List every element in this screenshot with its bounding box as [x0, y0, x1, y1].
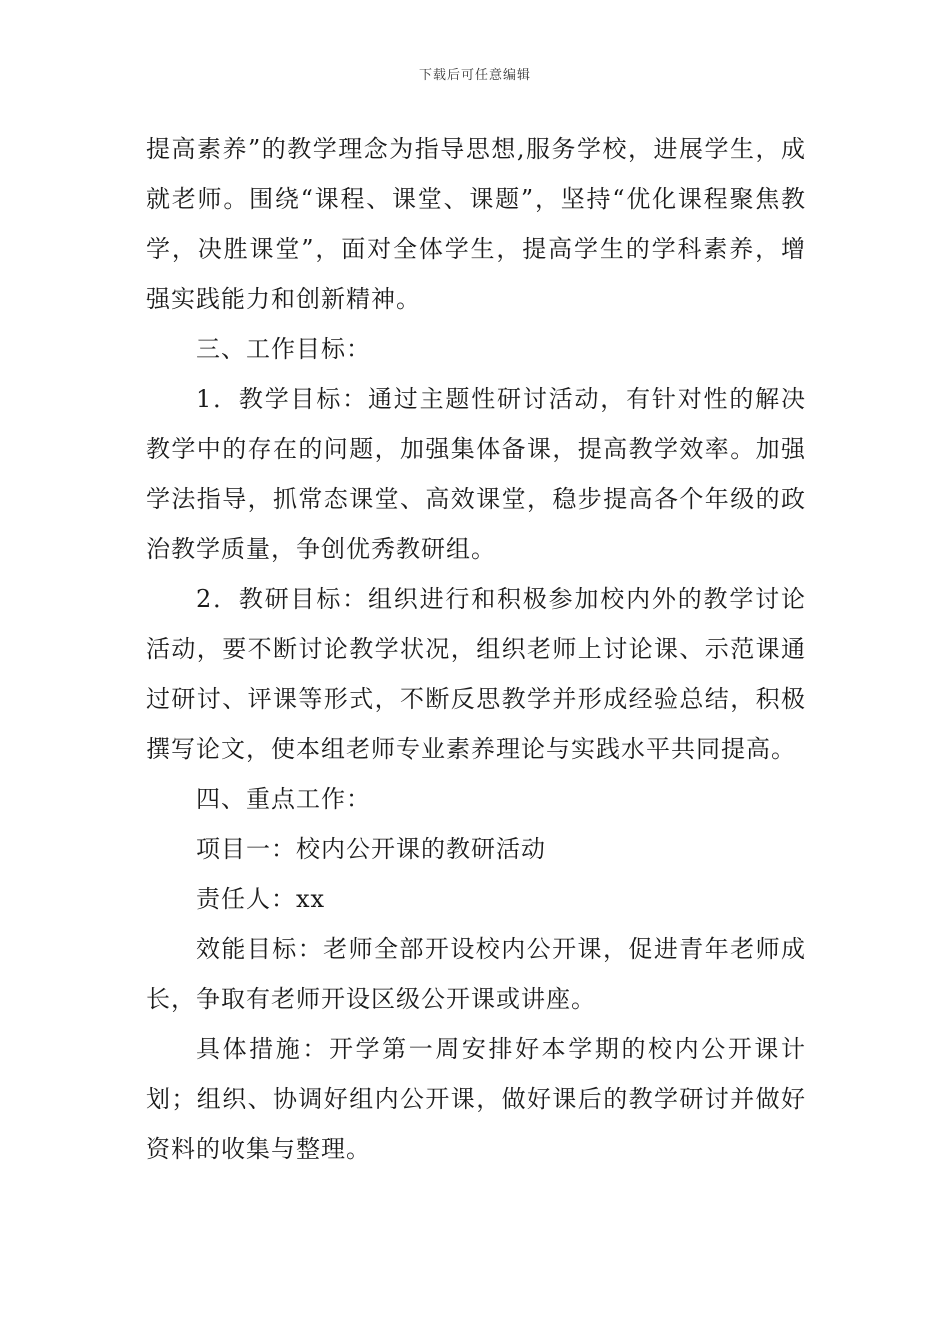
project-one-title: 项目一：校内公开课的教研活动 — [196, 835, 546, 863]
paragraph-efficiency-goal: 效能目标：老师全部开设校内公开课，促进青年老师成长，争取有老师开设区级公开课或讲座。 — [146, 935, 806, 1013]
section-heading-key-work: 四、重点工作： — [196, 785, 371, 813]
paragraph-guiding-ideology-continued: 提高素养”的教学理念为指导思想,服务学校，进展学生，成就老师。围绕“课程、课堂、课题”，坚持“优化课程聚焦教学，决胜课堂”，面对全体学生，提高学生的学科素养，增强实践能力和创新精神。 — [146, 135, 806, 313]
paragraph-research-goal: 2．教研目标：组织进行和积极参加校内外的教学讨论活动，要不断讨论教学状况，组织老师上讨论课、示范课通过研讨、评课等形式，不断反思教学并形成经验总结，积极撰写论文，使本组老师专业素养理论与实践水平共同提高。 — [146, 585, 806, 763]
section-heading-work-goals: 三、工作目标： — [196, 335, 371, 363]
paragraph-teaching-goal: 1．教学目标：通过主题性研讨活动，有针对性的解决教学中的存在的问题，加强集体备课，提高教学效率。加强学法指导，抓常态课堂、高效课堂，稳步提高各个年级的政治教学质量，争创优秀教研组。 — [146, 385, 806, 563]
document-body — [146, 124, 806, 1174]
responsible-person: 责任人：xx — [196, 885, 326, 913]
paragraph-specific-measures: 具体措施：开学第一周安排好本学期的校内公开课计划；组织、协调好组内公开课，做好课后的教学研讨并做好资料的收集与整理。 — [146, 1035, 806, 1163]
page-header: 下载后可任意编辑 — [418, 68, 531, 83]
